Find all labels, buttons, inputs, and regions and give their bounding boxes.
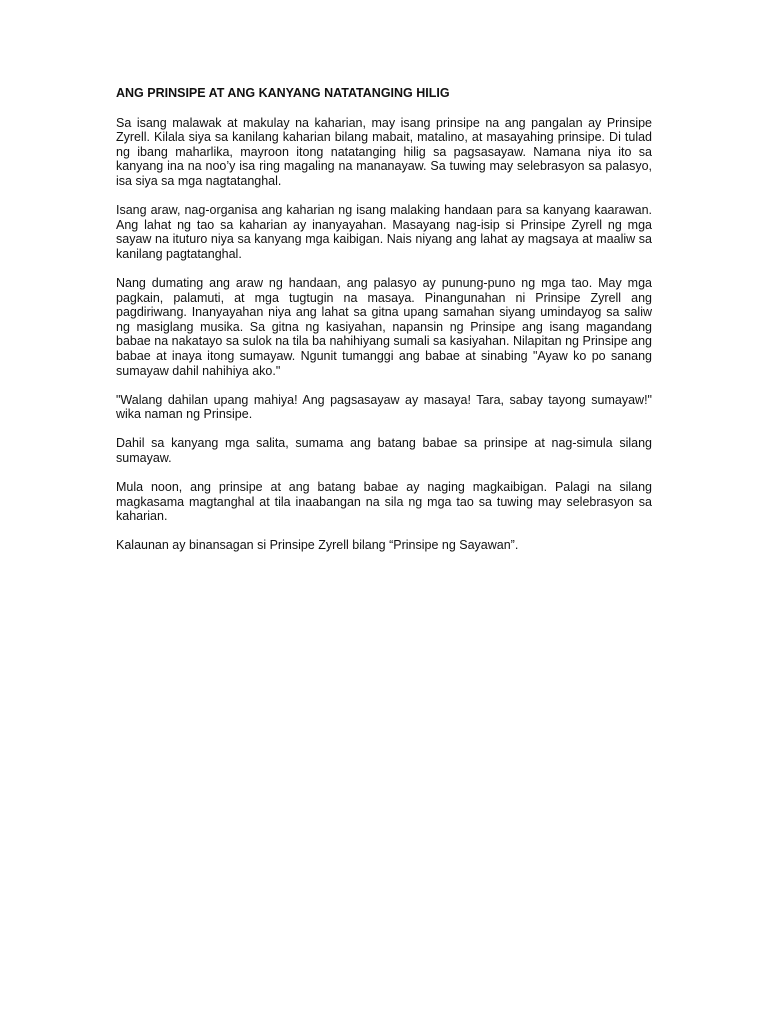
document-body <box>116 86 652 567</box>
paragraph-5: Dahil sa kanyang mga salita, sumama ang batang babae sa prinsipe at nag-simula silang sumayaw. <box>116 436 652 465</box>
paragraph-7: Kalaunan ay binansagan si Prinsipe Zyrell bilang “Prinsipe ng Sayawan”. <box>116 538 519 553</box>
paragraph-2: Isang araw, nag-organisa ang kaharian ng isang malaking handaan para sa kanyang kaarawan. Ang lahat ng tao sa kaharian ay inanyayahan. Masayang nag-isip si Prinsipe Zyrell ng mga sayaw na ituturo niya sa kanyang mga kaibigan. Nais niyang ang lahat ay magsaya at maaliw sa kanilang pagtatanghal. <box>116 203 652 261</box>
paragraph-3: Nang dumating ang araw ng handaan, ang palasyo ay punung-puno ng mga tao. May mga pagkain, palamuti, at mga tugtugin na masaya. Pinangunahan ni Prinsipe Zyrell ang pagdiriwang. Inanyayahan niya ang lahat sa gitna upang samahan siyang umindayog sa saliw ng masiglang musika. Sa gitna ng kasiyahan, napansin ng Prinsipe ang isang magandang babae na nakatayo sa sulok na tila ba nahihiyang sumali sa kasiyahan. Nilapitan ng Prinsipe ang babae at inaya itong sumayaw. Ngunit tumanggi ang babae at sinabing "Ayaw ko po sanang sumayaw dahil nahihiya ako." <box>116 275 652 378</box>
paragraph-6: Mula noon, ang prinsipe at ang batang babae ay naging magkaibigan. Palagi na silang magkasama magtanghal at tila inaabangan na sila ng mga tao sa tuwing may selebrasyon sa kaharian. <box>116 479 652 524</box>
paragraph-1: Sa isang malawak at makulay na kaharian, may isang prinsipe na ang pangalan ay Prinsipe Zyrell. Kilala siya sa kanilang kaharian bilang mabait, matalino, at masayahing prinsipe. Di tulad ng ibang maharlika, mayroon itong natatanging hilig sa pagsasayaw. Namana niya ito sa kanyang ina na noo’y isa ring magaling na mananayaw. Sa tuwing may selebrasyon sa palasyo, isa siya sa mga nagtatanghal. <box>116 115 652 188</box>
paragraph-4: "Walang dahilan upang mahiya! Ang pagsasayaw ay masaya! Tara, sabay tayong sumayaw!" wika naman ng Prinsipe. <box>116 392 652 422</box>
document-title: ANG PRINSIPE AT ANG KANYANG NATATANGING HILIG <box>116 86 450 100</box>
